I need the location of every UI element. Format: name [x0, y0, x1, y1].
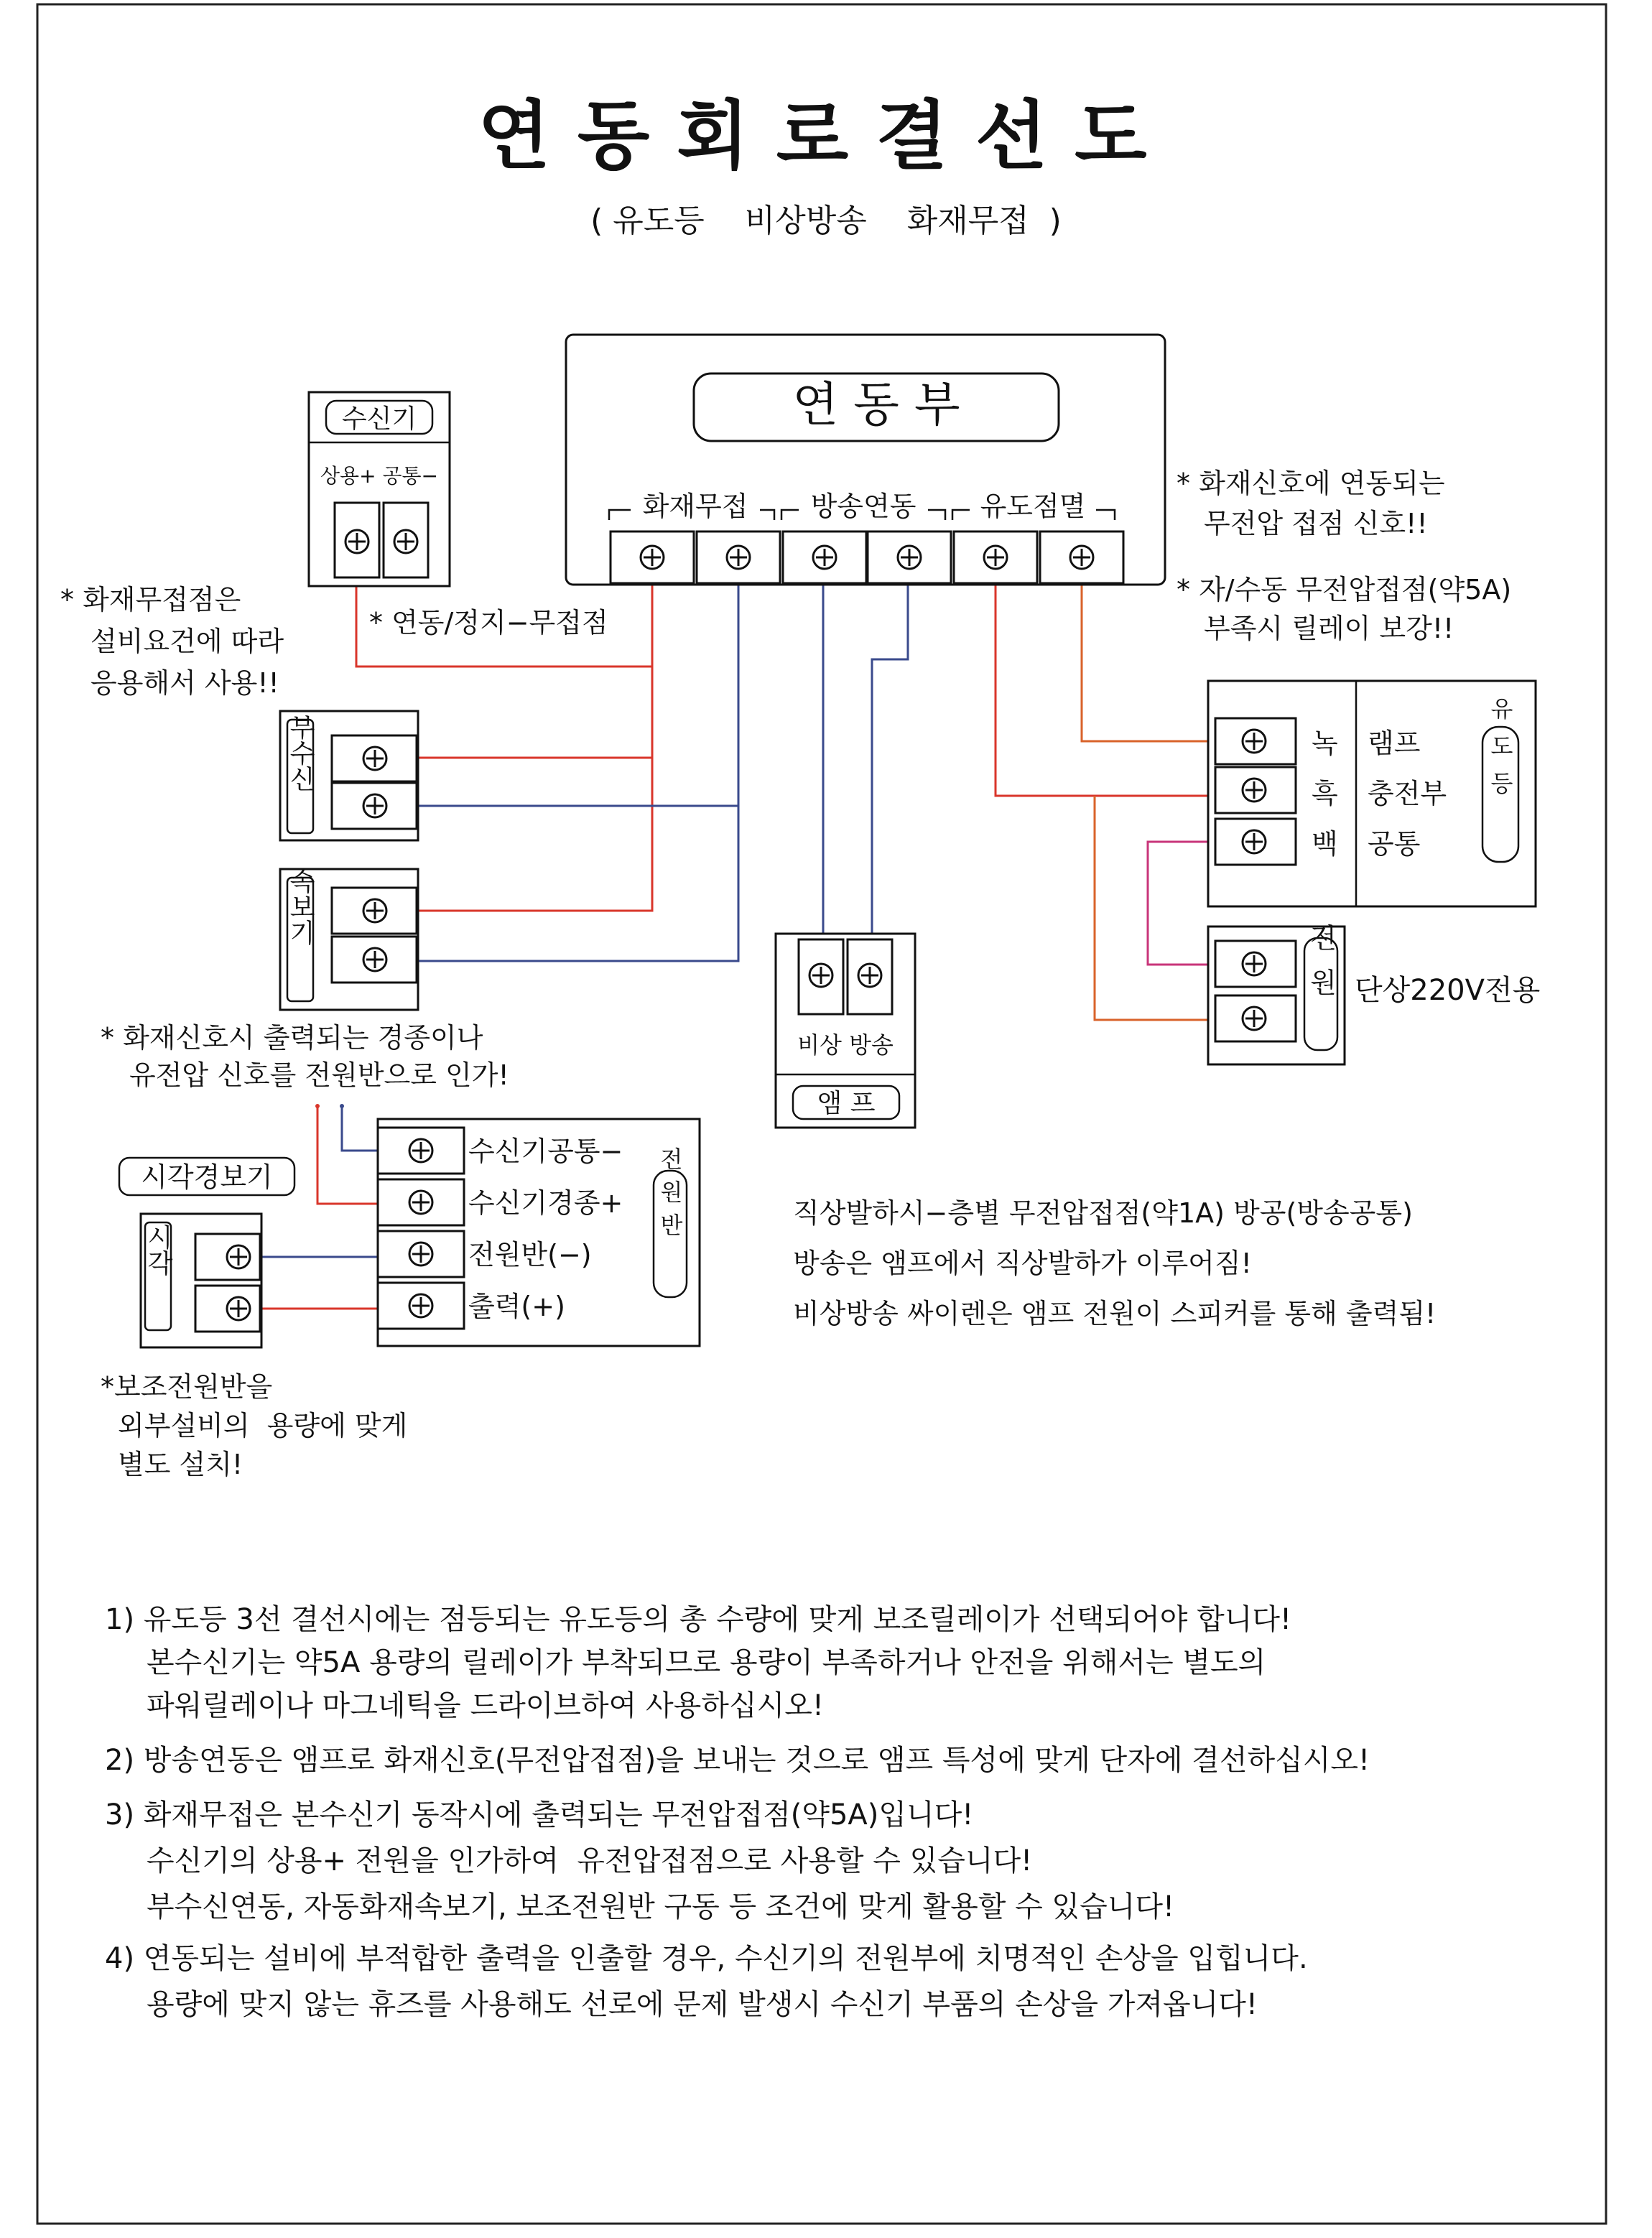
speed-alarm-label: 속보기 [285, 868, 315, 945]
group-fire-contact: 화재무접 [642, 491, 748, 522]
note-fire-signal [1177, 468, 1445, 539]
instruction-3b: 수신기의 상용+ 전원을 인가하여 유전압접점으로 사용할 수 있습니다! [147, 1844, 1033, 1877]
power-panel-terminal-4: 출력(+) [468, 1291, 565, 1322]
wire-fire-blue [418, 566, 738, 806]
power-panel-terminal-2: 수신기경종+ [468, 1187, 623, 1219]
power-panel-block [378, 1119, 700, 1346]
visual-alarm-block [119, 1158, 294, 1347]
interlock-unit-label: 연 동 부 [792, 377, 960, 432]
note-fire-output [101, 1022, 509, 1091]
svg-text:비상방송 싸이렌은 앰프 전원이 스피커를 통해 출력됨!: 비상방송 싸이렌은 앰프 전원이 스피커를 통해 출력됨! [793, 1298, 1437, 1329]
svg-text:방송은 앰프에서 직상발하가 이루어짐!: 방송은 앰프에서 직상발하가 이루어짐! [793, 1248, 1252, 1279]
guide-light-label: 유도등 [1487, 697, 1514, 809]
power-block [1208, 924, 1540, 1064]
svg-text:응용해서 사용!!: 응용해서 사용!! [91, 667, 279, 699]
instruction-1c: 파워릴레이나 마그네틱을 드라이브하여 사용하십시오! [147, 1689, 824, 1722]
interlock-unit [566, 335, 1165, 585]
note-fire-contact [60, 584, 284, 699]
note-interlock-stop: * 연동/정지−무접점 [369, 607, 608, 639]
power-panel-terminal-3: 전원반(−) [468, 1239, 592, 1271]
svg-text:*보조전원반을: *보조전원반을 [101, 1371, 273, 1403]
amp-terminal-label: 비상 방송 [797, 1031, 894, 1059]
page-subtitle: ( 유도등 비상방송 화재무접 ) [590, 203, 1062, 239]
instruction-3c: 부수신연동, 자동화재속보기, 보조전원반 구동 등 조건에 맞게 활용할 수 있습니다! [147, 1890, 1175, 1923]
instruction-3: 3) 화재무접은 본수신기 동작시에 출력되는 무전압접점(약5A)입니다! [105, 1798, 974, 1831]
visual-alarm-label: 시각경보기 [141, 1161, 273, 1193]
instruction-1b: 본수신기는 약5A 용량의 릴레이가 부착되므로 용량이 부족하거나 안전을 위해서는 별도의 [147, 1646, 1266, 1679]
sub-receiver-block [280, 711, 418, 840]
wire-alarm-blue [342, 1108, 378, 1151]
guide-wire-name-1: 램프 [1368, 728, 1421, 759]
guide-wire-name-2: 충전부 [1368, 778, 1447, 809]
power-panel-terminal-1: 수신기공통− [468, 1136, 623, 1167]
wire-guide-common [1148, 842, 1217, 965]
wire-broadcast-2 [872, 566, 908, 973]
instruction-4b: 용량에 맞지 않는 휴즈를 사용해도 선로에 문제 발생시 수신기 부품의 손상을 가져옵니다! [147, 1988, 1258, 2021]
svg-text:* 자/수동 무전압접점(약5A): * 자/수동 무전압접점(약5A) [1177, 574, 1512, 605]
instruction-1: 1) 유도등 3선 결선시에는 점등되는 유도등의 총 수량에 맞게 보조릴레이가 선택되어야 합니다! [105, 1603, 1292, 1636]
svg-text:별도 설치!: 별도 설치! [118, 1449, 243, 1480]
page-title: 연동회로결선도 [478, 92, 1174, 180]
svg-text:유전압 신호를 전원반으로 인가!: 유전압 신호를 전원반으로 인가! [129, 1059, 509, 1091]
svg-text:* 화재신호시 출력되는 경종이나: * 화재신호시 출력되는 경종이나 [101, 1022, 483, 1054]
wire-fire-blue-speed [418, 806, 738, 961]
group-guide-blink: 유도점멸 [980, 491, 1086, 522]
guide-wire-color-3: 백 [1312, 828, 1338, 860]
guide-wire-color-1: 녹 [1312, 728, 1338, 759]
power-spec: 단상220V전용 [1355, 974, 1541, 1007]
speed-alarm-block [280, 868, 418, 1010]
receiver-terminals: 상용+ 공통− [320, 464, 439, 488]
svg-text:설비요건에 따라: 설비요건에 따라 [91, 626, 284, 657]
sub-receiver-label: 부수신 [285, 714, 315, 791]
instruction-2: 2) 방송연동은 앰프로 화재신호(무전압접점)을 보내는 것으로 앰프 특성에 맞게 단자에 결선하십시오! [105, 1744, 1370, 1777]
wire-fire-red-speed [418, 758, 652, 911]
note-broadcast [793, 1197, 1436, 1329]
instructions [105, 1603, 1370, 2021]
svg-text:* 화재무접점은: * 화재무접점은 [60, 584, 241, 616]
wire-alarm-red [317, 1108, 378, 1204]
guide-light-block [1208, 681, 1536, 906]
amp-label: 앰 프 [817, 1089, 876, 1118]
interlock-terminals [611, 531, 1123, 583]
note-auto-manual [1177, 574, 1511, 644]
wire-fire-red [418, 566, 652, 758]
receiver-label: 수신기 [341, 404, 417, 434]
power-block-label: 전원 [1305, 924, 1337, 1013]
visual-unit-label: 시각 [143, 1224, 173, 1276]
wire-guide-power [1095, 796, 1217, 1020]
svg-text:외부설비의 용량에 맞게: 외부설비의 용량에 맞게 [118, 1410, 408, 1441]
svg-text:부족시 릴레이 보강!!: 부족시 릴레이 보강!! [1204, 613, 1454, 644]
instruction-4: 4) 연동되는 설비에 부적합한 출력을 인출할 경우, 수신기의 전원부에 치명적인 손상을 입힙니다. [105, 1942, 1308, 1975]
amp-block [776, 934, 915, 1128]
receiver-block [309, 392, 450, 586]
svg-text:* 화재신호에 연동되는: * 화재신호에 연동되는 [1177, 468, 1445, 499]
guide-wire-name-3: 공통 [1368, 828, 1421, 860]
power-panel-label: 전원반 [656, 1147, 684, 1246]
guide-wire-color-2: 흑 [1312, 778, 1338, 809]
group-broadcast: 방송연동 [810, 491, 917, 522]
svg-text:무전압 접점 신호!!: 무전압 접점 신호!! [1204, 508, 1428, 539]
note-aux-power [101, 1371, 407, 1480]
svg-text:직상발하시−층별 무전압접점(약1A) 방공(방송공통): 직상발하시−층별 무전압접점(약1A) 방공(방송공통) [793, 1197, 1413, 1229]
